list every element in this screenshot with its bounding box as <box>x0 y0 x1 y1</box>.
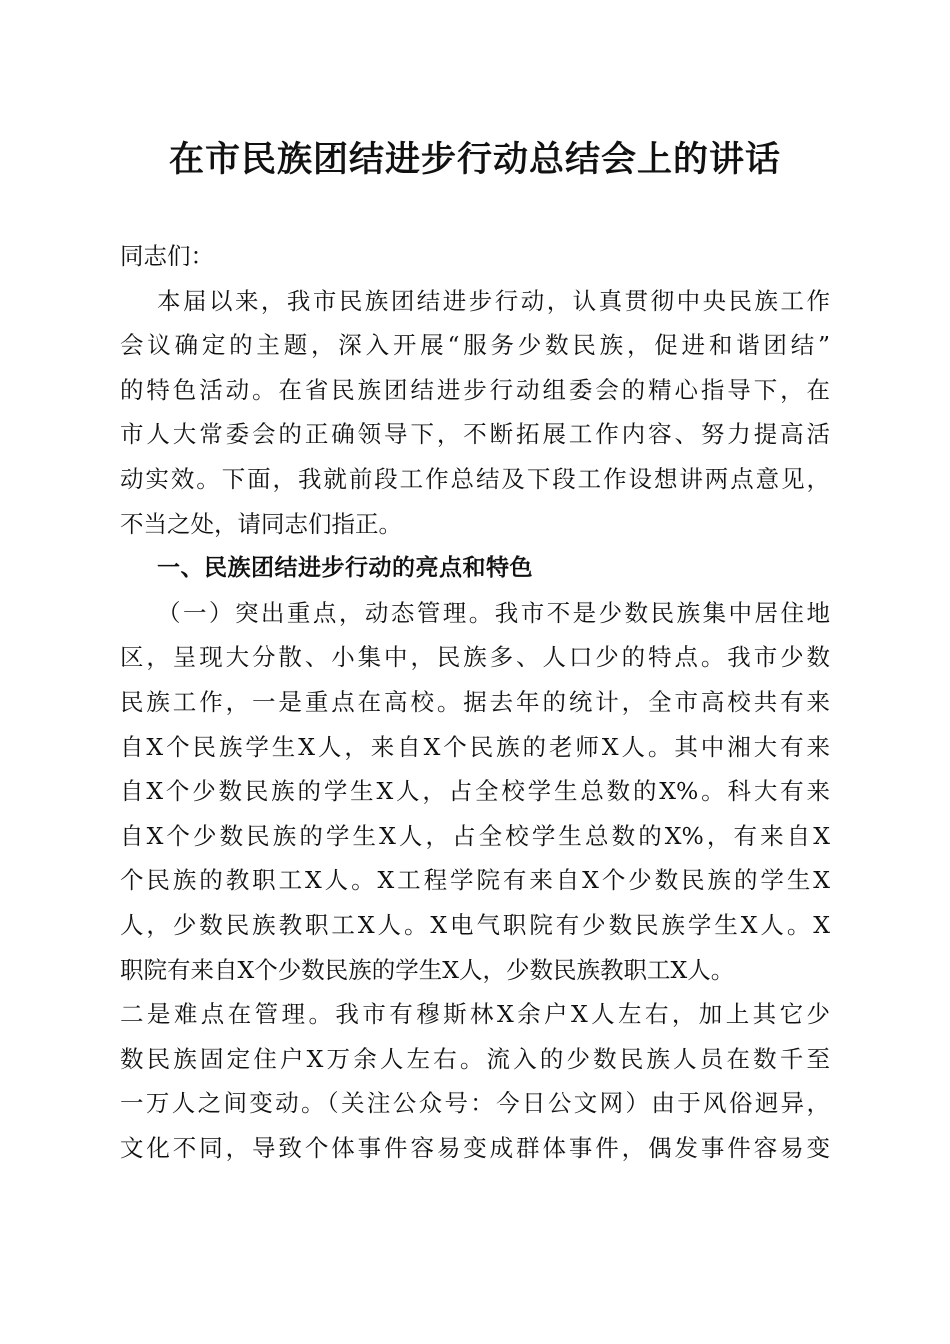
text-line: 不当之处，请同志们指正。 <box>120 509 402 538</box>
paragraph-section-1 <box>120 591 830 1171</box>
text-line: 人，少数民族教职工X人。X电气职院有少数民族学生X人。X <box>120 910 830 939</box>
text-line: 文化不同，导致个体事件容易变成群体事件，偶发事件容易变 <box>120 1133 830 1162</box>
text-line: 自X个少数民族的学生X人，占全校学生总数的X%。科大有来 <box>120 777 830 806</box>
text-line: 本届以来，我市民族团结进步行动，认真贯彻中央民族工作 <box>157 286 830 315</box>
text-line: 民族工作，一是重点在高校。据去年的统计，全市高校共有来 <box>120 687 830 716</box>
text-line: 动实效。下面，我就前段工作总结及下段工作设想讲两点意见， <box>120 464 830 493</box>
text-line: 市人大常委会的正确领导下，不断拓展工作内容、努力提高活 <box>120 420 830 449</box>
document-title: 在市民族团结进步行动总结会上的讲话 <box>168 139 781 180</box>
text-line: 自X个少数民族的学生X人，占全校学生总数的X%，有来自X <box>120 821 830 850</box>
text-line: 个民族的教职工X人。X工程学院有来自X个少数民族的学生X <box>120 866 830 895</box>
text-line: 区，呈现大分散、小集中，民族多、人口少的特点。我市少数 <box>120 643 830 672</box>
text-line: （一）突出重点，动态管理。我市不是少数民族集中居住地 <box>157 598 830 627</box>
text-line: 职院有来自X个少数民族的学生X人，少数民族教职工X人。 <box>120 955 735 984</box>
text-line: 二是难点在管理。我市有穆斯林X余户X人左右，加上其它少 <box>120 1000 830 1029</box>
section-heading: 一、民族团结进步行动的亮点和特色 <box>157 555 533 582</box>
document-body <box>120 234 830 1170</box>
salutation: 同志们： <box>120 242 214 270</box>
text-line: 一万人之间变动。（关注公众号：今日公文网）由于风俗迥异， <box>120 1089 830 1118</box>
text-line: 自X个民族学生X人，来自X个民族的老师X人。其中湘大有来 <box>120 732 830 761</box>
text-line: 的特色活动。在省民族团结进步行动组委会的精心指导下，在 <box>120 375 830 404</box>
text-line: 会议确定的主题，深入开展“服务少数民族，促进和谐团结” <box>120 331 830 360</box>
text-line: 数民族固定住户X万余人左右。流入的少数民族人员在数千至 <box>120 1044 830 1073</box>
paragraph-intro <box>120 279 830 547</box>
